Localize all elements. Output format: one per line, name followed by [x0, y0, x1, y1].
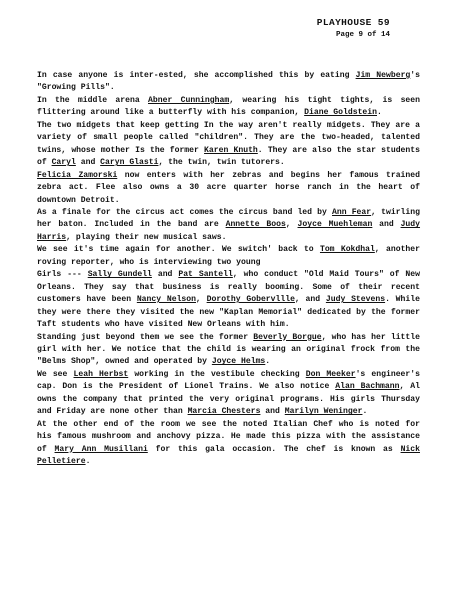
- underlined-name: Sally Gundell: [87, 270, 152, 280]
- text-run: In case anyone is inter-ested, she accomplished this by eating: [37, 71, 356, 80]
- text-run: We see it's time again for another. We switch' back to: [37, 245, 320, 255]
- text-run: and: [260, 407, 285, 417]
- text-run: .: [85, 457, 91, 467]
- underlined-name: Diane Goldstein: [304, 108, 377, 118]
- paragraph: [37, 332, 420, 369]
- paragraph: [37, 419, 420, 469]
- underlined-name: Joyce Helms: [211, 357, 266, 367]
- paragraph: [37, 207, 420, 244]
- text-run: and: [75, 158, 101, 168]
- text-run: , another roving reporter, who is interviewing two young: [37, 245, 420, 267]
- text-run: , the twin, twin tutorers.: [158, 158, 285, 168]
- underlined-name: Caryl: [51, 158, 76, 168]
- underlined-name: Dorothy Gobervllle: [206, 295, 295, 305]
- underlined-name: Pat Santell: [178, 270, 233, 280]
- text-run: 's engineer's cap. Don is the President of Lionel Trains. We also notice: [37, 369, 420, 392]
- text-run: As a finale for the circus act comes the circus band led by: [37, 207, 332, 217]
- text-run: We see: [37, 369, 74, 379]
- paragraph: [37, 170, 420, 207]
- underlined-name: Joyce Muehleman: [297, 220, 373, 230]
- text-run: .: [377, 108, 382, 118]
- underlined-name: Marilyn Weninger: [284, 407, 363, 417]
- underlined-name: Leah Herbst: [73, 369, 129, 379]
- underlined-name: Felicia Zamorski: [37, 170, 118, 180]
- text-run: , twirling her baton. Included in the band are: [37, 207, 420, 230]
- text-run: , wearing his tight tights, is seen flittering around like a butterfly with his companion,: [37, 95, 420, 118]
- underlined-name: Jim Newberg: [355, 71, 411, 80]
- text-run: .: [265, 357, 271, 367]
- text-run: now enters with her zebras and begins her famous trained zebra act. Flee also owns a 30 acre quarter horse ranch in the heart of downtown Detroit.: [37, 170, 420, 205]
- underlined-name: Karen Knuth: [204, 145, 258, 155]
- paragraph: [37, 120, 420, 170]
- page-number: Page 9 of 14: [335, 31, 390, 39]
- text-run: .: [362, 407, 368, 417]
- text-run: The two midgets that keep getting In the way aren't really midgets. They are a variety of small people called "children". They are the two-headed, talented twins, whose mother Is the former: [37, 120, 420, 155]
- text-run: , Al owns the company that printed the very original programs. His girls Thursday and Friday are none other than: [37, 382, 420, 417]
- underlined-name: Ann Fear: [332, 207, 372, 217]
- document-title: PLAYHOUSE 59: [316, 17, 390, 28]
- underlined-name: Annette Boos: [225, 220, 286, 230]
- paragraph: [37, 70, 420, 95]
- underlined-name: Nick Pelletiere: [37, 444, 420, 467]
- underlined-name: Nancy Nelson: [136, 295, 197, 305]
- page-header: [317, 17, 390, 39]
- underlined-name: Tom Kokdhal: [319, 245, 375, 255]
- text-run: , playing their new musical saws.: [66, 232, 227, 242]
- text-run: , who has her little girl with her. We notice that the child is wearing an original frock from the "Belms Shop", owned and operated by: [37, 332, 420, 367]
- underlined-name: Don Meeker: [305, 369, 356, 379]
- underlined-name: Abner Cunningham: [148, 95, 230, 105]
- text-run: Standing just beyond them we see the former: [37, 332, 254, 342]
- text-run: 's "Growing Pills".: [37, 71, 420, 93]
- underlined-name: Judy Harris: [37, 220, 421, 242]
- text-run: for this gala occasion. The chef is known as: [147, 444, 401, 454]
- text-run: , who conduct "Old Maid Tours" of New Orleans. They say that business is really booming. Some of their recent customers have been: [37, 270, 420, 305]
- paragraph: [37, 244, 420, 269]
- text-run: At the other end of the room we see the noted Italian Chef who is noted for his famous mushroom and anchovy pizza. He made this pizza with the assistance of: [37, 419, 420, 454]
- text-run: In the middle arena: [37, 95, 149, 105]
- text-run: and: [372, 220, 401, 230]
- paragraph: [37, 95, 420, 120]
- underlined-name: Beverly Borgue: [253, 332, 322, 342]
- paragraph: [37, 269, 420, 331]
- text-run: ,: [285, 220, 298, 230]
- body-text: [37, 70, 420, 469]
- text-run: Girls ---: [37, 270, 88, 280]
- underlined-name: Alan Bachmann: [335, 382, 400, 392]
- text-run: and: [151, 270, 179, 280]
- text-run: . They are also the star students of: [37, 145, 420, 168]
- underlined-name: Marcia Chesters: [187, 407, 261, 417]
- underlined-name: Mary Ann Musillani: [54, 444, 148, 454]
- underlined-name: Judy Stevens: [325, 295, 386, 305]
- text-run: ,: [196, 295, 207, 305]
- text-run: . While they were there they visited the new "Kaplan Memorial" dedicated by the former Taft students who have visited New Orleans with him.: [37, 295, 420, 330]
- paragraph: [37, 369, 420, 419]
- underlined-name: Caryn Glasti: [100, 158, 159, 168]
- text-run: working in the vestibule checking: [128, 369, 306, 379]
- text-run: , and: [294, 295, 326, 305]
